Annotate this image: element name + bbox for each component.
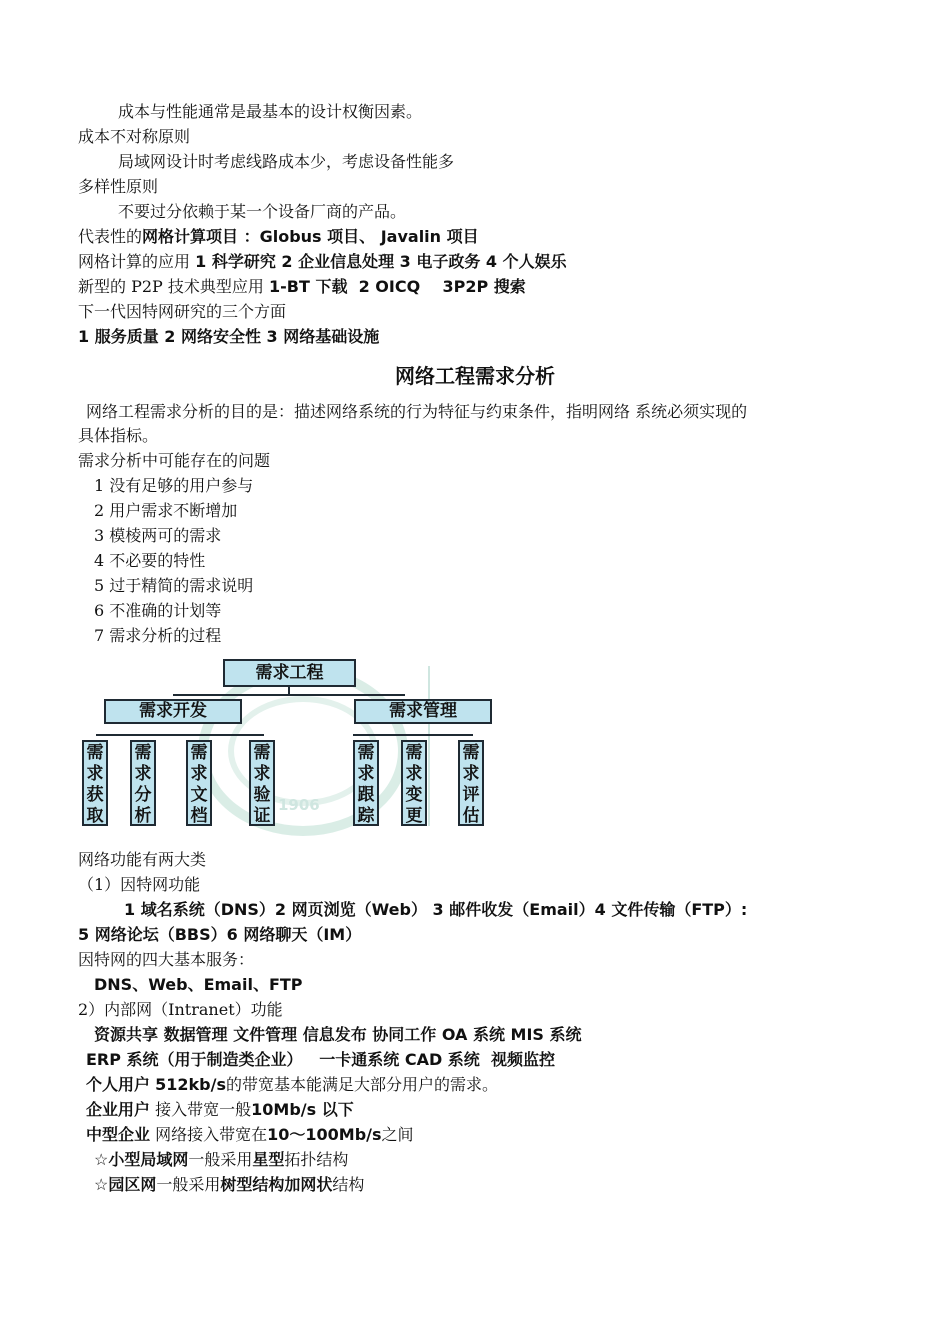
personal-user-label: 个人用户 — [86, 1075, 151, 1094]
section-title: 网络工程需求分析 — [395, 364, 555, 388]
text-line-1: 成本与性能通常是最基本的设计权衡因素。 — [118, 102, 423, 121]
divider-line — [428, 666, 430, 826]
intranet-items-1: 资源共享 数据管理 文件管理 信息发布 协同工作 OA 系统 MIS 系统 — [94, 1025, 582, 1044]
text-prefix: 代表性的 — [78, 227, 143, 246]
leaf-node: 需求文档 — [186, 740, 212, 826]
connector — [173, 694, 405, 696]
connector — [96, 734, 264, 736]
grid-projects: 项目 ：Globus 项目、 Javalin 项目 — [206, 227, 479, 246]
problem-item: 1 没有足够的用户参与 — [94, 476, 254, 495]
campus-label: 园区网 — [108, 1175, 157, 1194]
medium-label: 中型企业 — [86, 1125, 151, 1144]
star-icon: ☆ — [94, 1175, 109, 1194]
root-node: 需求工程 — [223, 659, 356, 687]
medium-enterprise-line — [86, 1123, 414, 1147]
four-services-label: 因特网的四大基本服务： — [78, 950, 255, 969]
internet-items-1: 1 域名系统（DNS）2 网页浏览（Web） 3 邮件收发（Email）4 文件传输（FTP）: — [124, 900, 748, 919]
grid-app-label: 网格计算的应用 — [78, 252, 191, 271]
leaf-node: 需求验证 — [249, 740, 275, 826]
text-line-5: 不要过分依赖于某一个设备厂商的产品。 — [118, 202, 407, 221]
problem-item: 4 不必要的特性 — [94, 551, 206, 570]
problem-item: 3 模棱两可的需求 — [94, 526, 222, 545]
leaf-node: 需求分析 — [130, 740, 156, 826]
text-line-9: 下一代因特网研究的三个方面 — [78, 302, 287, 321]
text-line-4: 多样性原则 — [78, 177, 159, 196]
problem-item: 7 需求分析的过程 — [94, 626, 222, 645]
small-lan-line — [94, 1148, 348, 1172]
leaf-node: 需求变更 — [401, 740, 427, 826]
grid-computing-term: 网格计算 — [142, 227, 207, 246]
enterprise-label: 企业用户 — [86, 1100, 151, 1119]
enterprise-rate: 10Mb/s 以下 — [251, 1100, 354, 1119]
small-lan-label: 小型局域网 — [108, 1150, 189, 1169]
problems-heading: 需求分析中可能存在的问题 — [78, 451, 271, 470]
campus-tail: 结构 — [332, 1175, 365, 1194]
intranet-heading: 2）内部网（Intranet）功能 — [78, 1000, 283, 1019]
grid-app-list: 1 科学研究 2 企业信息处理 3 电子政务 4 个人娱乐 — [195, 252, 567, 271]
medium-text: 网络接入带宽在 — [155, 1125, 268, 1144]
dev-node: 需求开发 — [104, 699, 242, 724]
text-line-8 — [78, 275, 526, 299]
leaf-node: 需求获取 — [82, 740, 108, 826]
func-heading: 网络功能有两大类 — [78, 850, 207, 869]
intro-line-2: 具体指标。 — [78, 426, 159, 445]
requirements-engineering-diagram — [78, 656, 480, 836]
leaf-node: 需求评估 — [458, 740, 484, 826]
problem-item: 2 用户需求不断增加 — [94, 501, 238, 520]
small-lan-tail: 拓扑结构 — [284, 1150, 349, 1169]
internet-heading: （1）因特网功能 — [78, 875, 201, 894]
personal-rate: 512kb/s — [155, 1075, 226, 1094]
campus-text: 一般采用 — [156, 1175, 221, 1194]
personal-user-line — [86, 1073, 498, 1097]
text-line-6 — [78, 225, 479, 249]
watermark-year: 1906 — [278, 796, 320, 814]
text-line-3: 局域网设计时考虑线路成本少，考虑设备性能多 — [118, 152, 455, 171]
campus-line — [94, 1173, 364, 1197]
mgmt-node: 需求管理 — [354, 699, 492, 724]
star-icon: ☆ — [94, 1150, 109, 1169]
connector — [353, 734, 473, 736]
personal-text: 的带宽基本能满足大部分用户的需求。 — [225, 1075, 498, 1094]
internet-items-2: 5 网络论坛（BBS）6 网络聊天（IM） — [78, 925, 362, 944]
enterprise-text: 接入带宽一般 — [155, 1100, 252, 1119]
small-lan-topology: 星型 — [252, 1150, 285, 1169]
problem-item: 5 过于精简的需求说明 — [94, 576, 254, 595]
intro-line-1: 网络工程需求分析的目的是：描述网络系统的行为特征与约束条件，指明网络 系统必须实现的 — [86, 402, 748, 421]
medium-tail: 之间 — [381, 1125, 414, 1144]
p2p-list: 1-BT 下载 2 OICQ 3P2P 搜索 — [268, 277, 526, 296]
leaf-node: 需求跟踪 — [353, 740, 379, 826]
text-line-7 — [78, 250, 567, 274]
intranet-items-2: ERP 系统（用于制造类企业） 一卡通系统 CAD 系统 视频监控 — [86, 1050, 555, 1069]
text-line-2: 成本不对称原则 — [78, 127, 191, 146]
medium-rate: 10～100Mb/s — [267, 1125, 382, 1144]
four-services: DNS、Web、Email、FTP — [94, 975, 303, 994]
enterprise-user-line — [86, 1098, 354, 1122]
problem-item: 6 不准确的计划等 — [94, 601, 222, 620]
small-lan-text: 一般采用 — [188, 1150, 253, 1169]
campus-topology: 树型结构加网状 — [220, 1175, 333, 1194]
p2p-label: 新型的 P2P 技术典型应用 — [78, 277, 264, 296]
text-line-10: 1 服务质量 2 网络安全性 3 网络基础设施 — [78, 327, 380, 346]
